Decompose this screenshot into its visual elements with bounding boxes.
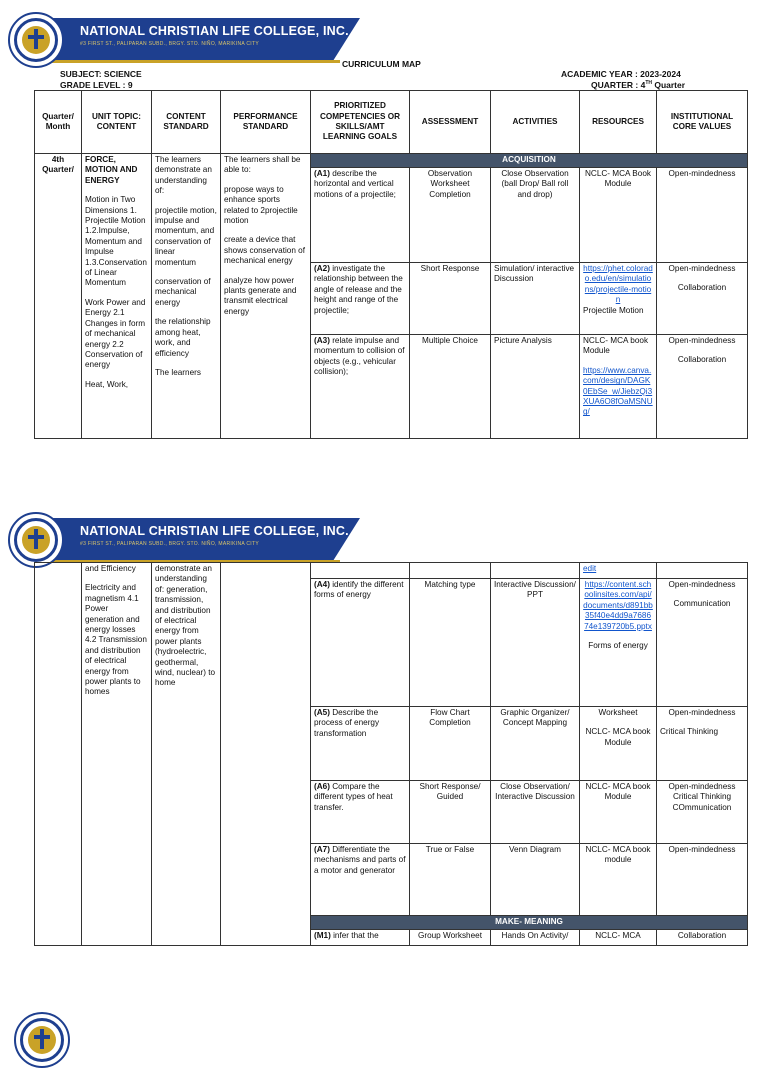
- doc-title: CURRICULUM MAP: [342, 59, 421, 69]
- performance-standard-cell-2: [221, 563, 311, 946]
- assessment-a3: Multiple Choice: [410, 335, 491, 439]
- values-m1: Collaboration: [657, 930, 748, 946]
- activities-a3: Picture Analysis: [491, 335, 580, 439]
- goal-a2: (A2) investigate the relationship between the angle of release and the height and range of the projectile;: [311, 263, 410, 335]
- school-name: NATIONAL CHRISTIAN LIFE COLLEGE, INC.: [80, 24, 349, 38]
- goal-m1: (M1) infer that the: [311, 930, 410, 946]
- content-standard-cell: The learners demonstrate an understanding of: projectile motion, impulse and momentum, and conservation of linear momentum conservation of mechanical energy the relationship among heat, work, and efficiency The learners: [152, 154, 221, 439]
- goal-a6: (A6) Compare the different types of heat transfer.: [311, 781, 410, 844]
- assessment-a6: Short Response/ Guided: [410, 781, 491, 844]
- resources-m1: NCLC- MCA: [580, 930, 657, 946]
- school-seal-icon-3: [14, 1012, 70, 1068]
- school-seal-icon-2: [8, 512, 64, 568]
- canva-link[interactable]: https://www.canva.com/design/DAGK0EbSe_w/JiebzQi3XUA6O8fOaMSNUg/: [583, 365, 653, 417]
- section-make-meaning: MAKE- MEANING: [311, 916, 748, 930]
- col-unit: UNIT TOPIC: CONTENT: [82, 91, 152, 154]
- curriculum-table-1: [34, 90, 748, 439]
- col-resources: RESOURCES: [580, 91, 657, 154]
- unit-cell: FORCE, MOTION AND ENERGY Motion in Two Dimensions 1. Projectile Motion 1.2.Impulse, Momentum and Impulse 1.3.Conservation of Linear Momentum Work Power and Energy 2.1 Changes in form of mechanical energy 2.2 Conservation of energy Heat, Work,: [82, 154, 152, 439]
- resources-a6: NCLC- MCA book Module: [580, 781, 657, 844]
- values-a7: Open-mindedness: [657, 844, 748, 916]
- values-a3: Open-mindedness Collaboration: [657, 335, 748, 439]
- assessment-a5: Flow Chart Completion: [410, 707, 491, 781]
- col-competencies: PRIORITIZED COMPETENCIES OR SKILLS/AMT LEARNING GOALS: [311, 91, 410, 154]
- resources-a2: https://phet.colorado.edu/en/simulations/projectile-motion Projectile Motion: [580, 263, 657, 335]
- goal-a1: (A1) describe the horizontal and vertical motions of a projectile;: [311, 168, 410, 263]
- assessment-a7: True or False: [410, 844, 491, 916]
- values-a1: Open-mindedness: [657, 168, 748, 263]
- phet-link[interactable]: https://phet.colorado.edu/en/simulations/projectile-motion: [583, 264, 653, 305]
- school-name-2: NATIONAL CHRISTIAN LIFE COLLEGE, INC.: [80, 524, 349, 538]
- academic-year: ACADEMIC YEAR : 2023-2024: [561, 69, 681, 79]
- goal-a7: (A7) Differentiate the mechanisms and parts of a motor and generator: [311, 844, 410, 916]
- quarter-cell-2: [35, 563, 82, 946]
- resources-a5: Worksheet NCLC- MCA book Module: [580, 707, 657, 781]
- assessment-m1: Group Worksheet: [410, 930, 491, 946]
- content-standard-cell-2: demonstrate an understanding of: generation, transmission, and distribution of electrical energy from power plants (hydroelectric, geothermal, wind, nuclear) to home: [152, 563, 221, 946]
- col-activities: ACTIVITIES: [491, 91, 580, 154]
- school-address-2: #3 FIRST ST., PALIPARAN SUBD., BRGY. STO. NIÑO, MARIKINA CITY: [80, 541, 259, 547]
- activities-a6: Close Observation/ Interactive Discussion: [491, 781, 580, 844]
- col-values: INSTITUTIONAL CORE VALUES: [657, 91, 748, 154]
- school-seal-icon: [8, 12, 64, 68]
- curriculum-table-2: [34, 562, 748, 946]
- assessment-a1: Observation Worksheet Completion: [410, 168, 491, 263]
- school-banner: [0, 18, 360, 60]
- performance-standard-cell: The learners shall be able to: propose ways to enhance sports related to 2projectile motion create a device that shows conservation of mechanical energy analyze how power plants generate and transmit electrical energy: [221, 154, 311, 439]
- values-a5: Open-mindedness Critical Thinking: [657, 707, 748, 781]
- activities-m1: Hands On Activity/: [491, 930, 580, 946]
- subject: SUBJECT: SCIENCE: [60, 69, 142, 79]
- values-a4: Open-mindedness Communication: [657, 579, 748, 707]
- col-quarter: Quarter/ Month: [35, 91, 82, 154]
- assessment-a4: Matching type: [410, 579, 491, 707]
- section-acquisition: ACQUISITION: [311, 154, 748, 168]
- goal-a3: (A3) relate impulse and momentum to collision of objects (e.g., vehicular collision);: [311, 335, 410, 439]
- activities-a5: Graphic Organizer/ Concept Mapping: [491, 707, 580, 781]
- col-assessment: ASSESSMENT: [410, 91, 491, 154]
- activities-a7: Venn Diagram: [491, 844, 580, 916]
- activities-a1: Close Observation (ball Drop/ Ball roll and drop): [491, 168, 580, 263]
- col-content-standard: CONTENT STANDARD: [152, 91, 221, 154]
- activities-a2: Simulation/ interactive Discussion: [491, 263, 580, 335]
- resources-a1: NCLC- MCA Book Module: [580, 168, 657, 263]
- edit-link[interactable]: edit: [583, 564, 597, 573]
- school-address: #3 FIRST ST., PALIPARAN SUBD., BRGY. STO. NIÑO, MARIKINA CITY: [80, 41, 259, 47]
- values-a2: Open-mindedness Collaboration: [657, 263, 748, 335]
- assessment-a2: Short Response: [410, 263, 491, 335]
- goal-a5: (A5) Describe the process of energy transformation: [311, 707, 410, 781]
- resources-a4: https://content.schoolinsites.com/api/documents/d891bb35f40e4dd9a768674e139720b5.pptx Forms of energy: [580, 579, 657, 707]
- grade-level: GRADE LEVEL : 9: [60, 80, 133, 90]
- values-a6: Open-mindedness Critical Thinking COmmunication: [657, 781, 748, 844]
- col-performance-standard: PERFORMANCE STANDARD: [221, 91, 311, 154]
- schoolinsites-link[interactable]: https://content.schoolinsites.com/api/documents/d891bb35f40e4dd9a768674e139720b5.pptx: [583, 580, 653, 631]
- quarter: QUARTER : 4TH Quarter: [591, 80, 686, 90]
- resources-a3: NCLC- MCA book Module https://www.canva.com/design/DAGK0EbSe_w/JiebzQi3XUA6O8fOaMSNUg/: [580, 335, 657, 439]
- school-banner-2: [0, 518, 360, 560]
- activities-a4: Interactive Discussion/ PPT: [491, 579, 580, 707]
- unit-cell-2: and Efficiency Electricity and magnetism 4.1 Power generation and energy losses 4.2 Transmission and distribution of electrical energy from power plants to homes: [82, 563, 152, 946]
- quarter-cell: 4th Quarter/: [35, 154, 82, 439]
- goal-a4: (A4) identify the different forms of energy: [311, 579, 410, 707]
- resources-a7: NCLC- MCA book module: [580, 844, 657, 916]
